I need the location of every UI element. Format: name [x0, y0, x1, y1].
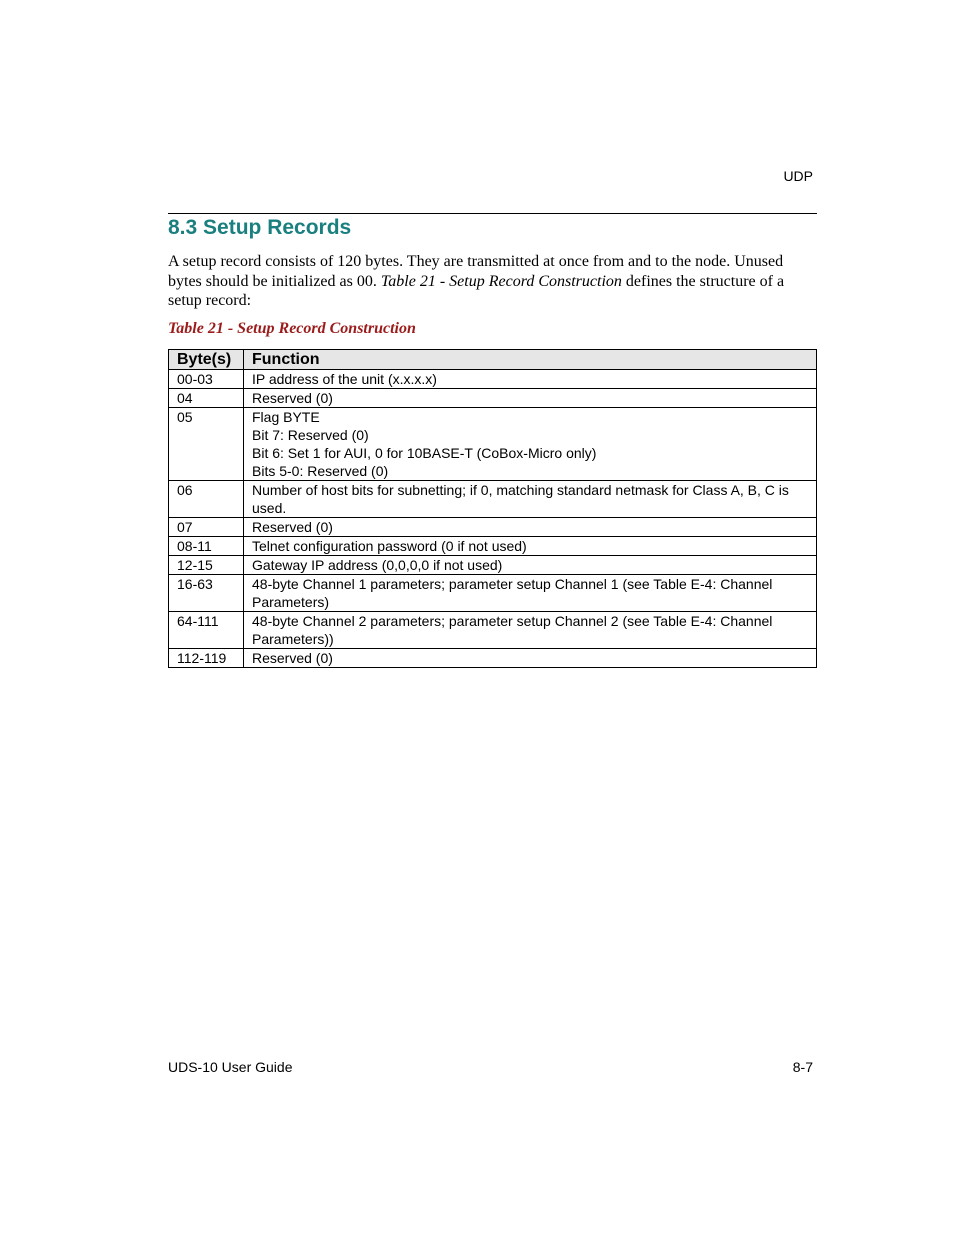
- cell-function: [244, 408, 817, 481]
- page-number: 8-7: [792, 1059, 813, 1075]
- cell-function: [244, 370, 817, 389]
- table-row: [169, 556, 817, 575]
- header-rule: [168, 213, 817, 214]
- header-bytes: Byte(s): [169, 350, 244, 370]
- function-line: Bits 5-0: Reserved (0): [252, 463, 389, 479]
- paragraph-text-2: defines the structure of a setup record:: [168, 272, 785, 309]
- table-row: [169, 575, 817, 612]
- cell-bytes: 64-111: [169, 612, 244, 649]
- running-head: UDP: [783, 168, 813, 184]
- cell-function: [244, 649, 817, 668]
- table-caption: Table 21 - Setup Record Construction: [168, 320, 416, 337]
- function-line: Reserved (0): [252, 650, 333, 666]
- cell-bytes: 12-15: [169, 556, 244, 575]
- table-row: [169, 649, 817, 668]
- table-row: [169, 389, 817, 408]
- table-header-row: [169, 350, 817, 370]
- cell-bytes: 112-119: [169, 649, 244, 668]
- function-line: Telnet configuration password (0 if not used): [252, 538, 527, 554]
- cell-bytes: 04: [169, 389, 244, 408]
- setup-record-table: [168, 349, 817, 668]
- body-paragraph: [168, 252, 808, 311]
- function-line: Gateway IP address (0,0,0,0 if not used): [252, 557, 503, 573]
- cell-function: [244, 518, 817, 537]
- cell-bytes: 05: [169, 408, 244, 481]
- table-row: [169, 518, 817, 537]
- paragraph-table-reference: Table 21 - Setup Record Construction: [380, 272, 622, 290]
- table-row: [169, 370, 817, 389]
- cell-bytes: 00-03: [169, 370, 244, 389]
- cell-function: [244, 612, 817, 649]
- function-line: 48-byte Channel 2 parameters; parameter setup Channel 2 (see Table E-4: Channel Parameters)): [252, 613, 773, 647]
- cell-bytes: 07: [169, 518, 244, 537]
- function-line: Number of host bits for subnetting; if 0, matching standard netmask for Class A, B, C is used.: [252, 482, 789, 516]
- paragraph-text-1: A setup record consists of 120 bytes. They are transmitted at once from and to the node. Unused bytes should be initialized as 00.: [168, 253, 784, 290]
- section-title: 8.3 Setup Records: [168, 216, 352, 239]
- function-line: Bit 7: Reserved (0): [252, 427, 369, 443]
- function-line: Flag BYTE: [252, 409, 320, 425]
- cell-function: [244, 556, 817, 575]
- cell-bytes: 16-63: [169, 575, 244, 612]
- footer-title: UDS-10 User Guide: [168, 1059, 293, 1075]
- table-row: [169, 537, 817, 556]
- function-line: 48-byte Channel 1 parameters; parameter setup Channel 1 (see Table E-4: Channel Parameters): [252, 576, 773, 610]
- table-body: [169, 370, 817, 668]
- function-line: Reserved (0): [252, 390, 333, 406]
- cell-bytes: 06: [169, 481, 244, 518]
- function-line: IP address of the unit (x.x.x.x): [252, 371, 437, 387]
- table-row: [169, 408, 817, 481]
- table-row: [169, 612, 817, 649]
- cell-function: [244, 575, 817, 612]
- cell-function: [244, 537, 817, 556]
- function-line: Bit 6: Set 1 for AUI, 0 for 10BASE-T (CoBox-Micro only): [252, 445, 597, 461]
- cell-function: [244, 389, 817, 408]
- function-line: Reserved (0): [252, 519, 333, 535]
- cell-function: [244, 481, 817, 518]
- table-row: [169, 481, 817, 518]
- header-function: Function: [244, 350, 817, 370]
- cell-bytes: 08-11: [169, 537, 244, 556]
